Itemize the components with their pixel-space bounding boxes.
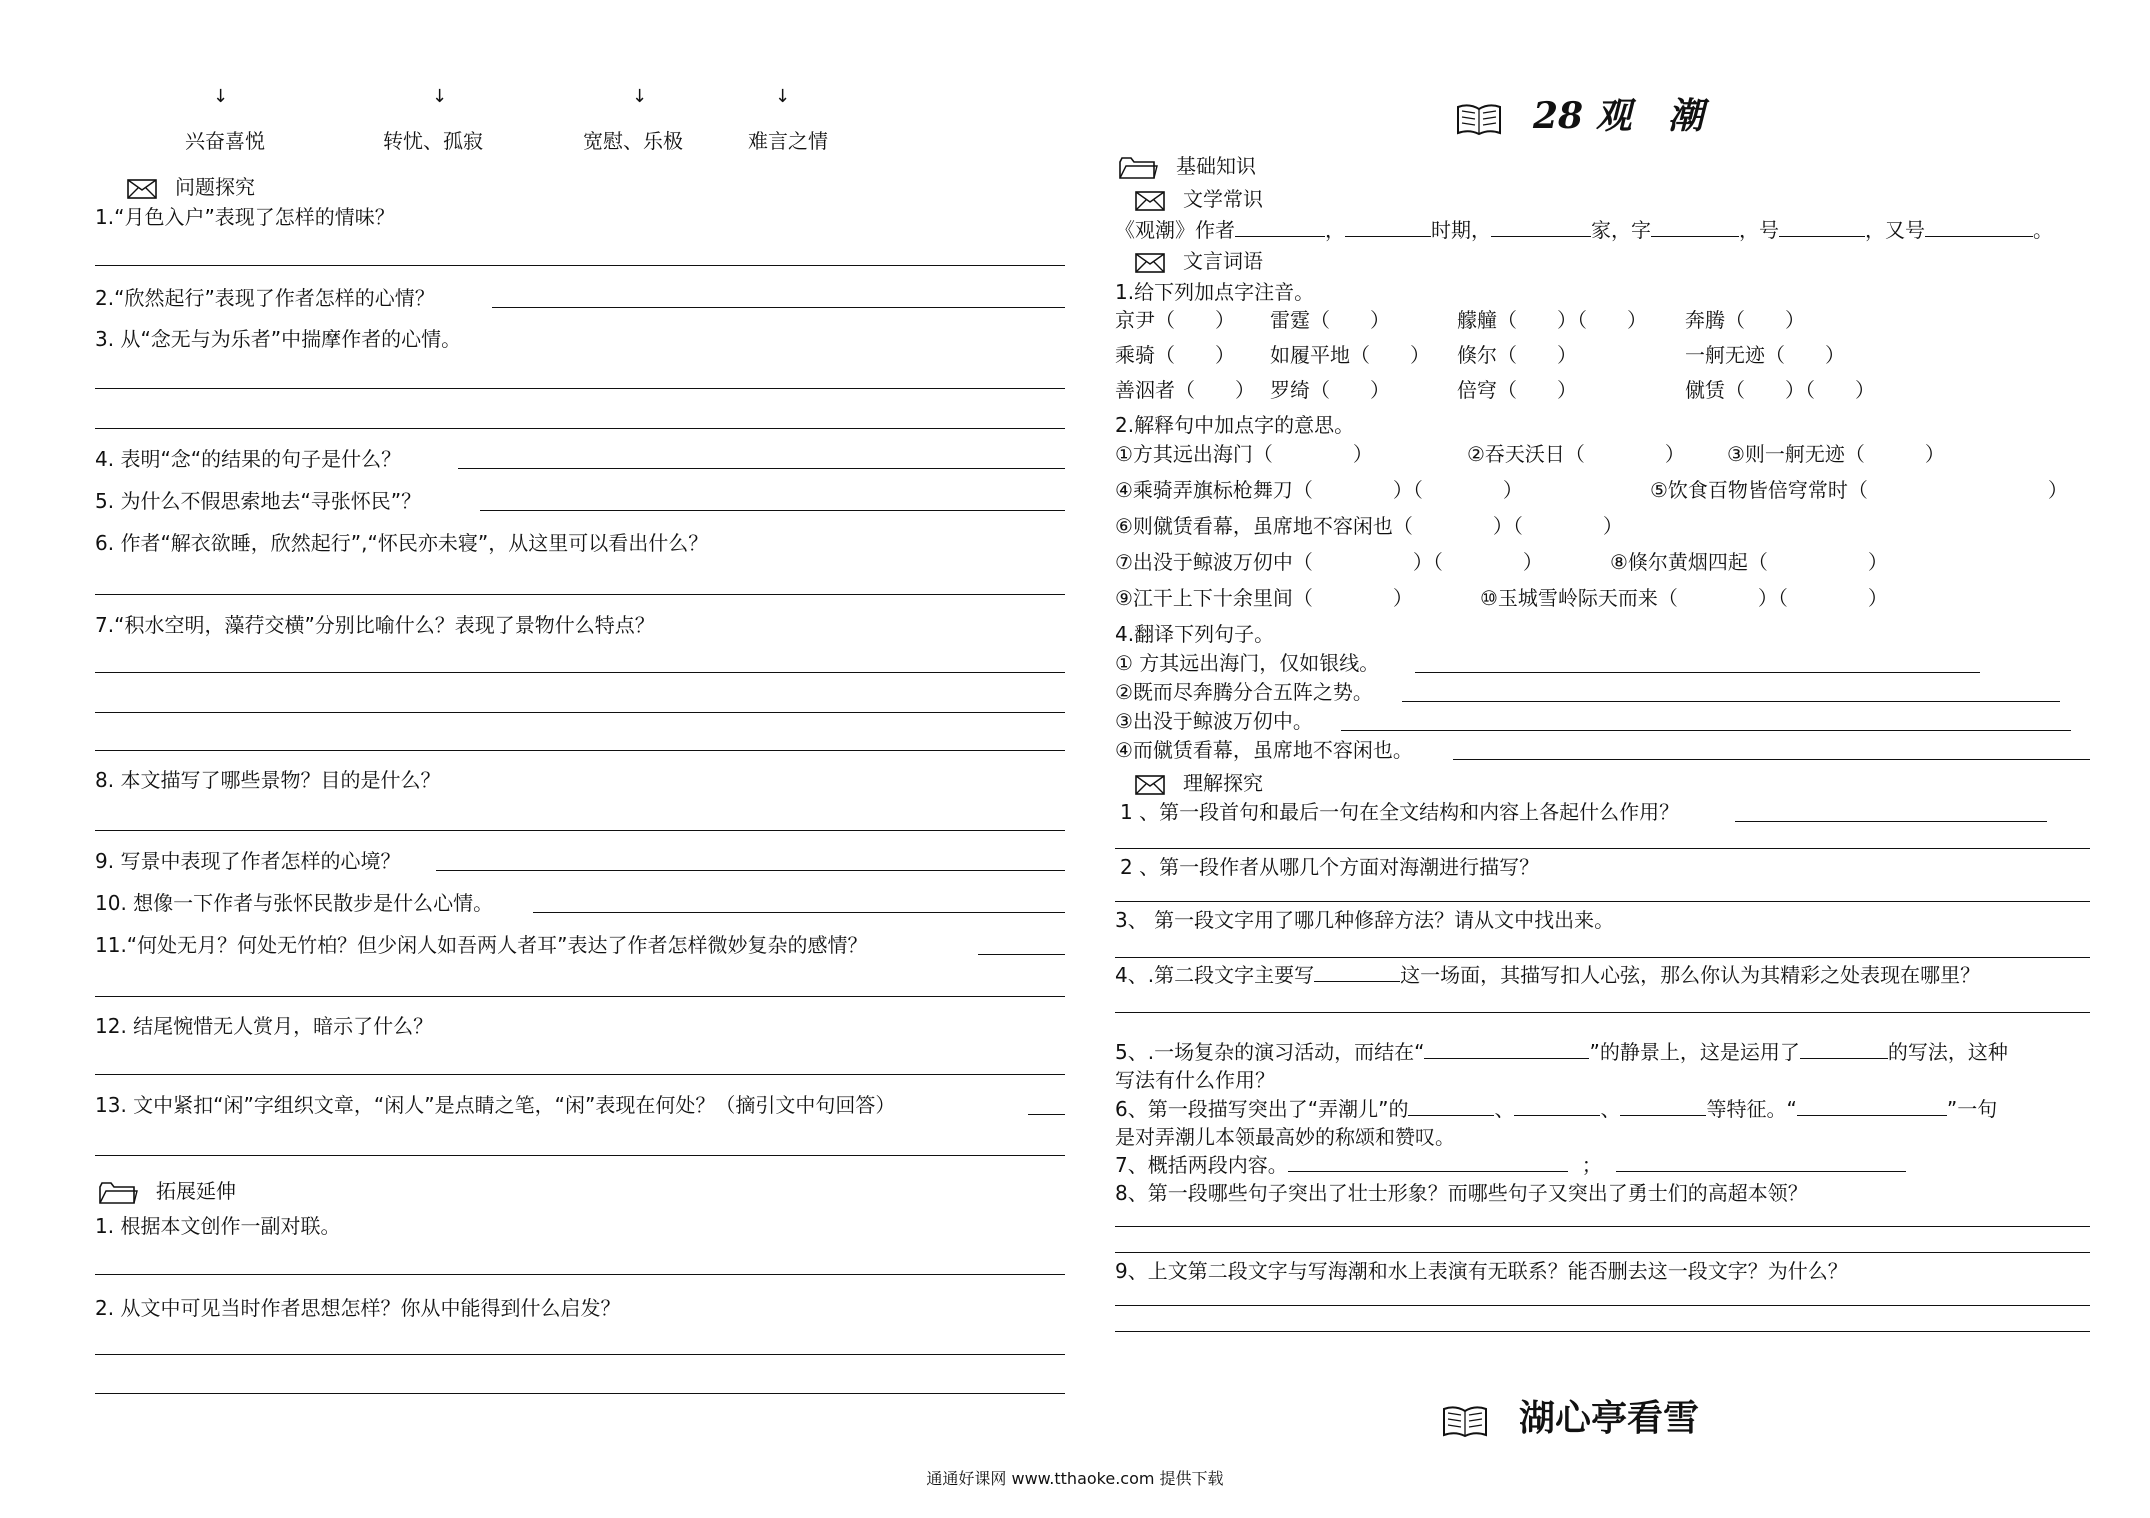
footer: 通通好课网 www.tthaoke.com 提供下载 [926, 1469, 1224, 1488]
answer-line[interactable] [1735, 821, 2047, 822]
pinyin-item[interactable]: 奔腾（ ） [1685, 308, 1805, 332]
understand-question-2: 2 、第一段作者从哪几个方面对海潮进行描写？ [1120, 855, 1540, 879]
answer-line[interactable] [95, 1274, 1065, 1275]
answer-line[interactable] [1453, 759, 2090, 760]
answer-line[interactable] [458, 468, 1065, 469]
blank-summary-2[interactable] [1616, 1153, 1906, 1172]
explain-item[interactable]: ⑤饮食百物皆倍穹常时（ ） [1650, 478, 2068, 502]
pinyin-item[interactable]: 雷霆（ ） [1270, 308, 1390, 332]
blank-trait-2[interactable] [1514, 1097, 1600, 1116]
understand-question-8: 8、第一段哪些句子突出了壮士形象？而哪些句子又突出了勇士们的高超本领？ [1115, 1181, 1808, 1205]
pinyin-item[interactable]: 善泅者（ ） [1115, 378, 1255, 402]
understand-question-3: 3、 第一段文字用了哪几种修辞方法？请从文中找出来。 [1115, 908, 1615, 932]
envelope-icon [1135, 253, 1165, 273]
section-heading [1118, 153, 1256, 180]
pinyin-item[interactable]: 京尹（ ） [1115, 308, 1235, 332]
explain-item[interactable]: ①方其远出海门（ ） [1115, 442, 1373, 466]
explain-item[interactable]: ②吞天沃日（ ） [1467, 442, 1685, 466]
question-6: 6. 作者“解衣欲睡，欣然起行”,“怀民亦未寝”，从这里可以看出什么？ [95, 531, 709, 555]
blank-sentence[interactable] [1797, 1097, 1947, 1116]
explain-item[interactable]: ⑥则僦赁看幕，虽席地不容闲也（ ）（ ） [1115, 514, 1623, 538]
understand-question-4: 4、.第二段文字主要写 这一场面，其描写扣人心弦，那么你认为其精彩之处表现在哪里？ [1115, 963, 1981, 987]
pinyin-item[interactable]: 倍穹（ ） [1457, 378, 1577, 402]
section-title: 理解探究 [1183, 771, 1263, 795]
question-9: 9. 写景中表现了作者怎样的心境？ [95, 849, 401, 873]
answer-line[interactable] [95, 1393, 1065, 1394]
next-lesson-title [1441, 1390, 1699, 1441]
answer-line[interactable] [1115, 1331, 2090, 1332]
answer-line[interactable] [1115, 1252, 2090, 1253]
subsection-heading [1135, 186, 1263, 212]
answer-line[interactable] [95, 1354, 1065, 1355]
question-4: 4. 表明“念“的结果的句子是什么？ [95, 447, 402, 471]
explain-item[interactable]: ⑧倏尔黄烟四起（ ） [1610, 550, 1888, 574]
book-icon [1455, 101, 1503, 137]
answer-line[interactable] [95, 712, 1065, 713]
answer-line[interactable] [95, 672, 1065, 673]
question-1: 1.“月色入户”表现了怎样的情味？ [95, 205, 395, 229]
lesson-title-text: 28 观 潮 [1533, 95, 1704, 137]
pinyin-item[interactable]: 僦赁（ ）（ ） [1685, 378, 1875, 402]
answer-line[interactable] [1115, 957, 2090, 958]
answer-line[interactable] [436, 870, 1065, 871]
emotion-label: 转忧、孤寂 [383, 129, 483, 153]
answer-line[interactable] [1115, 1226, 2090, 1227]
envelope-icon [1135, 775, 1165, 795]
translate-item: ④而僦赁看幕，虽席地不容闲也。 [1115, 738, 1413, 762]
blank-technique[interactable] [1800, 1040, 1888, 1059]
answer-line[interactable] [1341, 730, 2071, 731]
arrow-down-icon: ↓ [213, 86, 229, 107]
blank-period[interactable] [1345, 218, 1431, 237]
answer-line[interactable] [1415, 672, 1980, 673]
section-heading [98, 1178, 236, 1205]
answer-line[interactable] [1115, 1012, 2090, 1013]
subsection-heading [1135, 248, 1263, 274]
answer-line[interactable] [1028, 1114, 1065, 1115]
pinyin-item[interactable]: 如履平地（ ） [1270, 343, 1430, 367]
blank-trait-1[interactable] [1408, 1097, 1494, 1116]
folder-icon [1118, 156, 1158, 180]
understand-question-6: 6、第一段描写突出了“弄潮儿”的 、 、 等特征。“ ”一句 [1115, 1097, 1998, 1121]
pinyin-item[interactable]: 倏尔（ ） [1457, 343, 1577, 367]
answer-line[interactable] [492, 307, 1065, 308]
envelope-icon [1135, 191, 1165, 211]
section-title: 问题探究 [175, 175, 255, 199]
answer-line[interactable] [978, 954, 1065, 955]
emotion-label: 宽慰、乐极 [583, 129, 683, 153]
pinyin-item[interactable]: 一舸无迹（ ） [1685, 343, 1845, 367]
section-heading [1135, 770, 1263, 796]
book-icon [1441, 1403, 1489, 1439]
extend-question-2: 2. 从文中可见当时作者思想怎样？你从中能得到什么启发？ [95, 1296, 621, 1320]
arrow-down-icon: ↓ [632, 86, 648, 107]
explain-item[interactable]: ⑨江干上下十余里间（ ） [1115, 586, 1413, 610]
question-7: 7.“积水空明，藻荇交横”分别比喻什么？表现了景物什么特点？ [95, 613, 655, 637]
question-5: 5. 为什么不假思索地去“寻张怀民”？ [95, 489, 422, 513]
question-13: 13. 文中紧扣“闲”字组织文章，“闲人”是点睛之笔，“闲”表现在何处？（摘引文中句回答） [95, 1093, 896, 1117]
lesson-title [1455, 88, 1704, 139]
blank-summary-1[interactable] [1288, 1153, 1568, 1172]
understand-question-1: 1 、第一段首句和最后一句在全文结构和内容上各起什么作用？ [1120, 800, 1680, 824]
section-title: 基础知识 [1176, 154, 1256, 178]
subsection-title: 文学常识 [1183, 187, 1263, 211]
blank-school[interactable] [1491, 218, 1591, 237]
understand-question-7: 7、概括两段内容。 ； [1115, 1152, 1906, 1178]
emotion-label: 难言之情 [748, 129, 828, 153]
arrow-down-icon: ↓ [432, 86, 448, 107]
blank-trait-3[interactable] [1620, 1097, 1706, 1116]
answer-line[interactable] [1402, 701, 2060, 702]
answer-line[interactable] [95, 996, 1065, 997]
translate-question-title: 4.翻译下列句子。 [1115, 622, 1275, 646]
blank-pen-name[interactable] [1779, 218, 1865, 237]
blank-courtesy-name[interactable] [1651, 218, 1739, 237]
section-heading [127, 174, 255, 200]
pinyin-question-title: 1.给下列加点字注音。 [1115, 280, 1315, 304]
envelope-icon [127, 179, 157, 199]
next-lesson-title-text: 湖心亭看雪 [1519, 1397, 1700, 1439]
pinyin-item[interactable]: 艨艟（ ）（ ） [1457, 308, 1647, 332]
explain-item[interactable]: ⑩玉城雪岭际天而来（ ）（ ） [1480, 586, 1888, 610]
translate-item: ②既而尽奔腾分合五阵之势。 [1115, 680, 1373, 704]
answer-line[interactable] [1115, 901, 2090, 902]
answer-line[interactable] [95, 750, 1065, 751]
folder-icon [98, 1181, 138, 1205]
answer-line[interactable] [95, 428, 1065, 429]
understand-question-6-cont: 是对弄潮儿本领最高妙的称颂和赞叹。 [1115, 1125, 1455, 1149]
right-column [1075, 0, 2150, 1518]
answer-line[interactable] [95, 1074, 1065, 1075]
understand-question-5-cont: 写法有什么作用？ [1115, 1068, 1275, 1092]
literature-fill-line: 《观潮》作者 ， 时期， 家，字 ，号 ，又号 。 [1115, 218, 2053, 242]
translate-item: ③出没于鲸波万仞中。 [1115, 709, 1313, 733]
question-11: 11.“何处无月？何处无竹柏？但少闲人如吾两人者耳”表达了作者怎样微妙复杂的感情？ [95, 933, 868, 957]
subsection-title: 文言词语 [1183, 249, 1263, 273]
answer-line[interactable] [1115, 1305, 2090, 1306]
question-3: 3. 从“念无与为乐者”中揣摩作者的心情。 [95, 327, 462, 351]
question-2: 2.“欣然起行”表现了作者怎样的心情？ [95, 286, 435, 310]
answer-line[interactable] [533, 912, 1065, 913]
answer-line[interactable] [95, 594, 1065, 595]
translate-item: ① 方其远出海门，仅如银线。 [1115, 651, 1380, 675]
answer-line[interactable] [95, 830, 1065, 831]
explain-item[interactable]: ⑦出没于鲸波万仞中（ ）（ ） [1115, 550, 1543, 574]
blank-still-scene[interactable] [1424, 1040, 1589, 1059]
answer-line[interactable] [95, 388, 1065, 389]
question-12: 12. 结尾惋惜无人赏月，暗示了什么？ [95, 1014, 434, 1038]
understand-question-5: 5、.一场复杂的演习活动，而结在“ ”的静景上，这是运用了 的写法，这种 [1115, 1040, 2008, 1064]
answer-line[interactable] [95, 1155, 1065, 1156]
pinyin-item[interactable]: 罗绮（ ） [1270, 378, 1390, 402]
emotion-label: 兴奋喜悦 [185, 129, 265, 153]
question-8: 8. 本文描写了哪些景物？目的是什么？ [95, 768, 441, 792]
question-10: 10. 想像一下作者与张怀民散步是什么心情。 [95, 891, 494, 915]
blank-scene[interactable] [1314, 963, 1400, 982]
section-title: 拓展延伸 [156, 1179, 236, 1203]
blank-alt-name[interactable] [1925, 218, 2033, 237]
arrow-down-icon: ↓ [775, 86, 791, 107]
answer-line[interactable] [95, 265, 1065, 266]
explain-question-title: 2.解释句中加点字的意思。 [1115, 413, 1355, 437]
extend-question-1: 1. 根据本文创作一副对联。 [95, 1214, 341, 1238]
pinyin-item[interactable]: 乘骑（ ） [1115, 343, 1235, 367]
blank-author[interactable] [1235, 218, 1325, 237]
answer-line[interactable] [480, 510, 1065, 511]
answer-line[interactable] [1115, 848, 2090, 849]
explain-item[interactable]: ④乘骑弄旗标枪舞刀（ ）（ ） [1115, 478, 1523, 502]
explain-item[interactable]: ③则一舸无迹（ ） [1727, 442, 1945, 466]
understand-question-9: 9、上文第二段文字与写海潮和水上表演有无联系？能否删去这一段文字？为什么？ [1115, 1259, 1848, 1283]
